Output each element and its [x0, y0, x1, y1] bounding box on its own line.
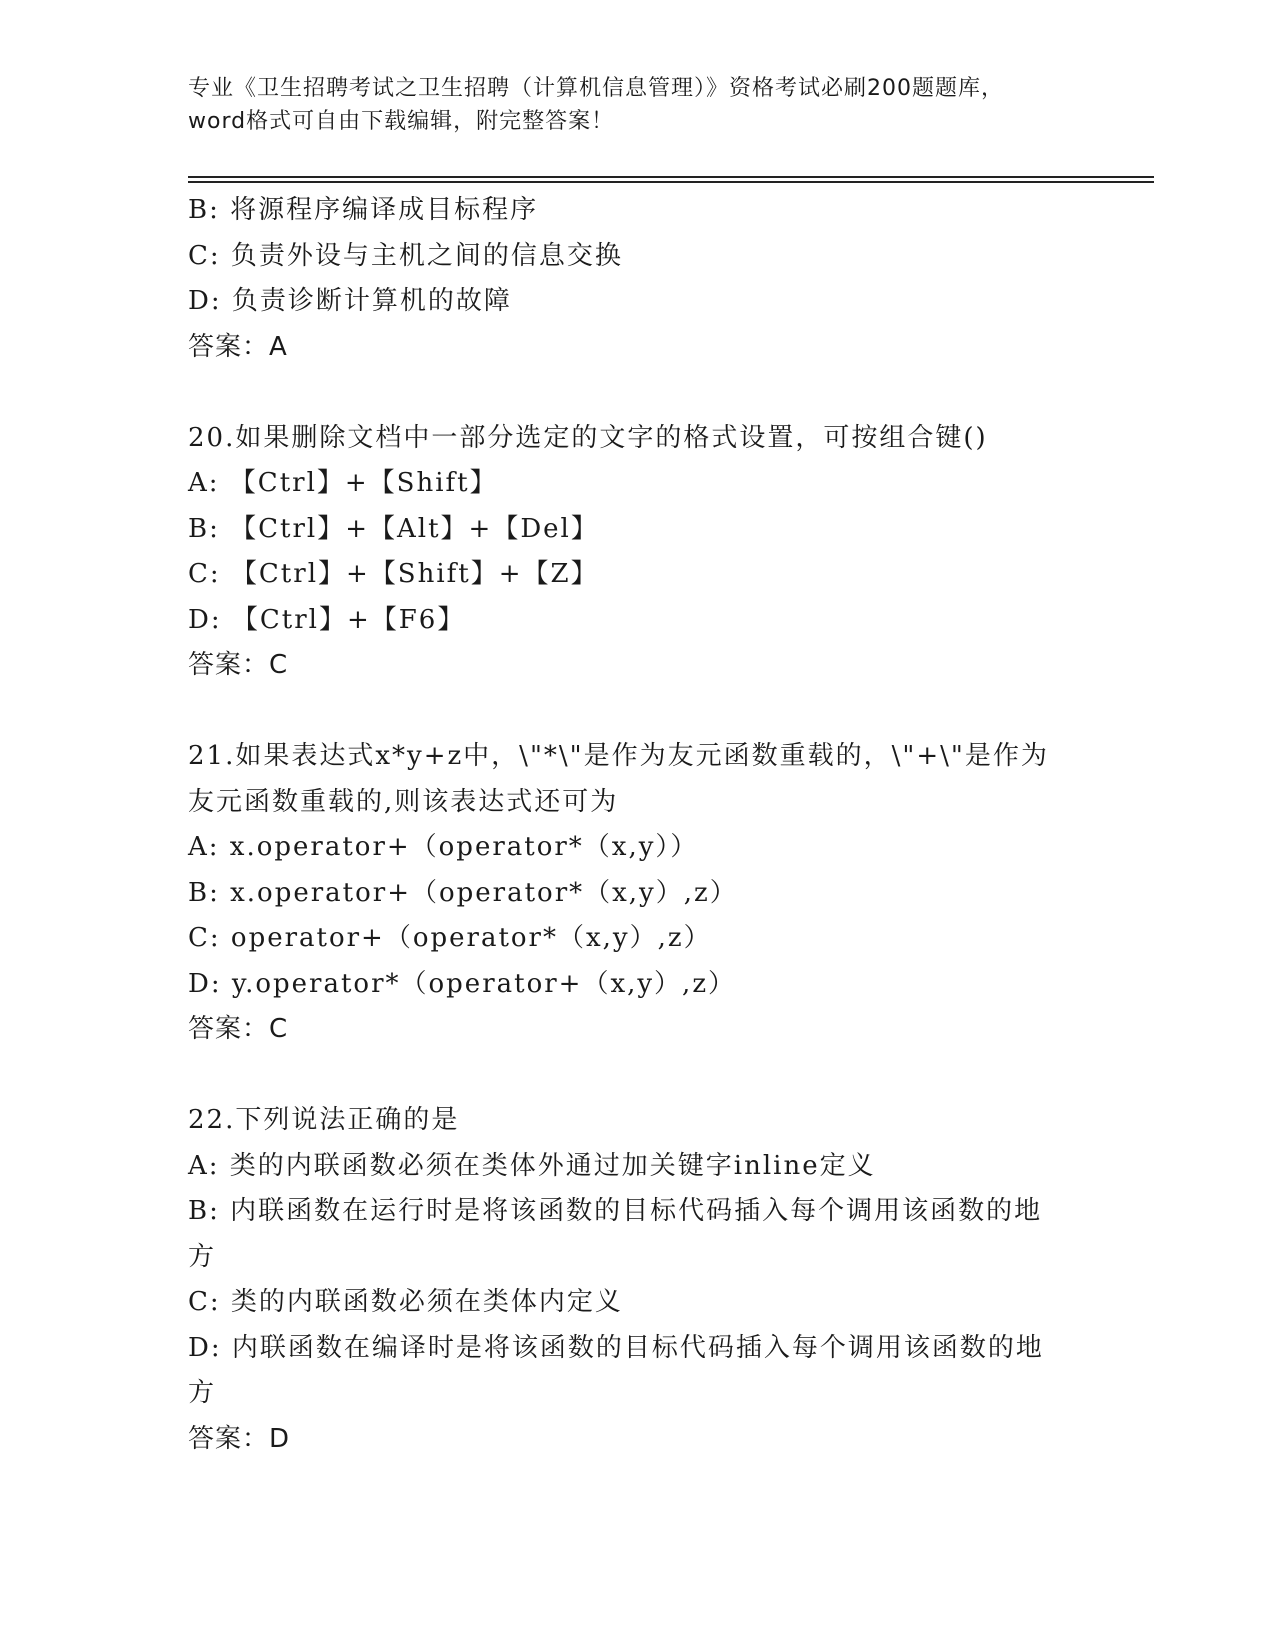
question-stem: 22.下列说法正确的是	[188, 1105, 460, 1135]
header-divider-top	[188, 176, 1154, 178]
option-d: D: 【Ctrl】+【F6】	[188, 604, 466, 635]
option-c: C: 类的内联函数必须在类体内定义	[188, 1287, 623, 1317]
question-19-carryover	[188, 188, 1088, 370]
option-d: D: 负责诊断计算机的故障	[188, 286, 512, 316]
answer-line: 答案：D	[188, 1423, 291, 1454]
option-b: B: 将源程序编译成目标程序	[188, 195, 539, 225]
header-divider-bottom	[188, 181, 1154, 183]
option-a: A: 【Ctrl】+【Shift】	[188, 468, 498, 498]
spacer	[188, 1053, 1088, 1099]
question-stem: 20.如果删除文档中一部分选定的文字的格式设置，可按组合键()	[188, 422, 988, 453]
option-b-continued: 方	[188, 1241, 217, 1272]
answer-line: 答案：C	[188, 1014, 289, 1044]
question-21	[188, 734, 1088, 1053]
option-b: B: 内联函数在运行时是将该函数的目标代码插入每个调用该函数的地	[188, 1196, 1043, 1226]
option-a: A: 类的内联函数必须在类体外通过加关键字inline定义	[188, 1150, 876, 1181]
option-c: C: 【Ctrl】+【Shift】+【Z】	[188, 559, 599, 589]
answer-line: 答案：C	[188, 650, 289, 680]
option-b: B: 【Ctrl】+【Alt】+【Del】	[188, 513, 599, 544]
header-title-line-1: 专业《卫生招聘考试之卫生招聘（计算机信息管理）》资格考试必刷200题题库，	[188, 76, 1004, 101]
question-stem: 21.如果表达式x*y+z中，\"*\"是作为友元函数重载的，\"+\"是作为	[188, 741, 1049, 771]
spacer	[188, 370, 1088, 416]
option-a: A: x.operator+（operator*（x,y））	[188, 832, 699, 862]
question-stem-continued: 友元函数重载的,则该表达式还可为	[188, 786, 619, 817]
header-title-line-2: word格式可自由下载编辑，附完整答案！	[188, 109, 615, 134]
answer-line: 答案：A	[188, 331, 288, 362]
option-d: D: 内联函数在编译时是将该函数的目标代码插入每个调用该函数的地	[188, 1332, 1044, 1363]
spacer	[188, 689, 1088, 735]
option-c: C: 负责外设与主机之间的信息交换	[188, 240, 623, 271]
option-d-continued: 方	[188, 1378, 217, 1408]
question-20	[188, 416, 1088, 689]
question-list	[188, 188, 1088, 1462]
option-b: B: x.operator+（operator*（x,y）,z）	[188, 877, 738, 908]
option-d: D: y.operator*（operator+（x,y）,z）	[188, 968, 737, 999]
document-header	[188, 72, 1088, 138]
question-22	[188, 1098, 1088, 1462]
option-c: C: operator+（operator*（x,y）,z）	[188, 923, 712, 953]
